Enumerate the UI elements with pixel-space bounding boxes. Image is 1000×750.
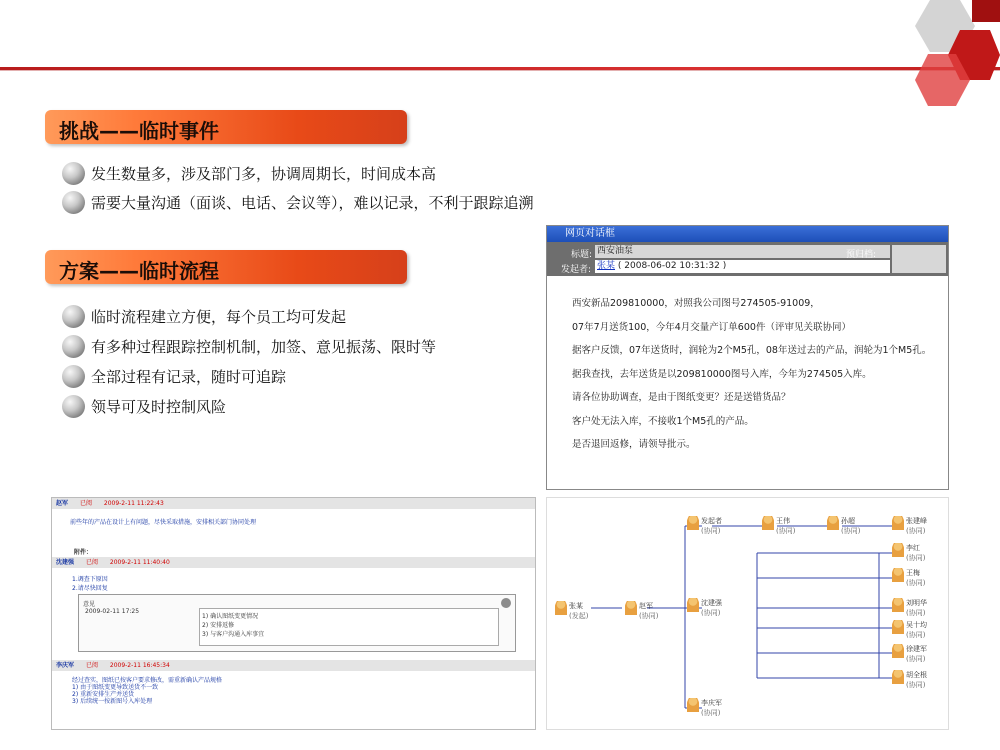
message-line: 07年7月送货100，今年4月交量产订单600件（评审见关联协同） <box>572 321 851 333</box>
message-line: 客户处无法入库，不接收1个M5孔的产品。 <box>572 415 754 427</box>
flow-node-name: 发起者 <box>701 517 722 525</box>
opinion-box <box>78 594 516 652</box>
log-entry-header <box>52 557 535 568</box>
opinion-textarea[interactable]: 1) 确认图纸变更情况 2) 安排返修 3) 与客户沟通入库事宜 <box>199 608 499 646</box>
flow-node-name: 张建峰 <box>906 517 927 525</box>
bullet-ball-icon <box>62 365 85 388</box>
subject-field[interactable]: 西安油泵 <box>595 245 890 258</box>
log-attach: 附件： <box>74 549 93 556</box>
log-status: 已阅 <box>79 500 92 507</box>
solution-bullet-3 <box>62 364 286 388</box>
bullet-ball-icon <box>62 395 85 418</box>
flow-node-role: (协同) <box>906 579 926 587</box>
related-field[interactable] <box>892 245 946 273</box>
log-time: 2009-2-11 11:22:43 <box>103 500 164 507</box>
flow-node-name: 李庆军 <box>701 699 722 707</box>
flow-node[interactable] <box>827 516 860 536</box>
flow-node[interactable] <box>625 601 658 621</box>
bullet-text: 有多种过程跟踪控制机制，加签、意见振荡、限时等 <box>91 337 437 356</box>
sender-label: 发起者: <box>561 265 592 275</box>
flow-node-role: (协同) <box>906 631 926 639</box>
user-icon <box>892 670 904 684</box>
subject-label: 标题: <box>571 250 593 260</box>
dialog-title: 网页对话框 <box>565 228 615 239</box>
user-icon <box>892 598 904 612</box>
flow-node[interactable] <box>762 516 795 536</box>
flow-node[interactable] <box>892 670 927 690</box>
flow-node[interactable] <box>892 568 925 588</box>
flow-node-role: (协同) <box>701 609 721 617</box>
log-status: 已阅 <box>85 559 98 566</box>
flow-node-role: (协同) <box>639 612 659 620</box>
user-icon <box>892 644 904 658</box>
user-icon <box>762 516 774 530</box>
bullet-text: 临时流程建立方便，每个员工均可发起 <box>91 307 347 326</box>
flow-node-role: (协同) <box>701 709 721 717</box>
log-body: 前些年的产品在设计上有问题，尽快采取措施，安排相关部门协同处理 <box>70 519 257 526</box>
challenge-bullet-1 <box>62 161 436 185</box>
user-icon <box>892 543 904 557</box>
flow-node-name: 李红 <box>906 544 920 552</box>
hexagon-decoration <box>860 0 1000 110</box>
flow-node-role: (协同) <box>906 609 926 617</box>
sender-link[interactable]: 张某 <box>597 261 616 271</box>
log-entry-header <box>52 498 535 509</box>
log-body: 经过查实，图纸已按客户要求修改，需重新确认产品规格 1) 由于图纸变更导致送货不一致 2) 重新安排生产并送货 3) 后续统一按新图号入库处理 <box>72 677 223 705</box>
dialog-titlebar <box>547 226 948 242</box>
user-icon <box>687 598 699 612</box>
flow-node-name: 徐建军 <box>906 645 927 653</box>
header-rule-shadow <box>0 70 1000 71</box>
challenge-banner <box>45 110 407 144</box>
flow-node-name: 刘明华 <box>906 599 927 607</box>
bullet-text: 领导可及时控制风险 <box>91 397 227 416</box>
flow-node-name: 张某 <box>569 602 583 610</box>
message-line: 请各位协助调查，是由于图纸变更？还是送错货品？ <box>572 392 791 403</box>
dialog-screenshot <box>546 225 949 490</box>
user-icon <box>625 601 637 615</box>
solution-banner <box>45 250 407 284</box>
message-line: 是否退回返修，请领导批示。 <box>572 439 696 450</box>
flow-node-name: 赵军 <box>639 602 653 610</box>
bullet-text: 发生数量多，涉及部门多，协调周期长，时间成本高 <box>91 164 437 183</box>
challenge-title: 挑战——临时事件 <box>59 119 219 143</box>
flow-node[interactable] <box>687 598 722 618</box>
log-body: 1.调查下原因 2.请尽快回复 <box>72 576 108 592</box>
flow-node[interactable] <box>555 601 588 621</box>
flow-connectors <box>547 498 949 730</box>
dialog-header <box>547 242 948 276</box>
message-line: 西安新品209810000，对照我公司图号274505-91009， <box>572 298 820 309</box>
flow-node[interactable] <box>892 543 925 563</box>
related-label: 关联项目: <box>839 265 879 275</box>
user-icon <box>892 568 904 582</box>
flow-node-name: 沈建强 <box>701 599 722 607</box>
log-user[interactable]: 沈建强 <box>56 559 75 566</box>
flow-node-name: 王伟 <box>776 517 790 525</box>
solution-bullet-2 <box>62 334 436 358</box>
user-icon <box>687 516 699 530</box>
opinion-title: 意见 <box>83 601 96 608</box>
bullet-ball-icon <box>62 162 85 185</box>
bullet-text: 需要大量沟通（面谈、电话、会议等），难以记录，不利于跟踪追溯 <box>91 193 534 212</box>
flow-node-name: 王梅 <box>906 569 920 577</box>
flow-node[interactable] <box>892 620 927 640</box>
flow-node-role: (协同) <box>906 554 926 562</box>
flow-node-role: (协同) <box>906 527 926 535</box>
solution-bullet-4 <box>62 394 226 418</box>
flow-node-name: 孙超 <box>841 517 855 525</box>
attach-icon[interactable] <box>501 598 511 608</box>
log-user[interactable]: 赵军 <box>56 500 69 507</box>
flow-node-role: (协同) <box>906 681 926 689</box>
user-icon <box>892 516 904 530</box>
user-icon <box>555 601 567 615</box>
flow-node[interactable] <box>687 516 722 536</box>
bullet-ball-icon <box>62 191 85 214</box>
flow-node-role: (协同) <box>776 527 796 535</box>
flow-node[interactable] <box>892 598 927 618</box>
log-time: 2009-2-11 16:45:34 <box>109 662 170 669</box>
log-user[interactable]: 李庆军 <box>56 662 75 669</box>
flow-node[interactable] <box>892 644 927 664</box>
user-icon <box>827 516 839 530</box>
message-line: 据客户反馈，07年送货时，润轮为2个M5孔，08年送过去的产品，润轮为1个M5孔。 <box>572 345 932 356</box>
flow-node[interactable] <box>687 698 722 718</box>
flow-node-role: (协同) <box>701 527 721 535</box>
solution-title: 方案——临时流程 <box>59 259 219 283</box>
sender-time: ( 2008-06-02 10:31:32 ) <box>617 261 727 271</box>
flow-diagram-screenshot <box>546 497 949 730</box>
flow-node-name: 胡全根 <box>906 671 927 679</box>
due-label: 预归档: <box>846 250 877 260</box>
flow-node-role: (发起) <box>569 612 589 620</box>
opinion-time: 2009-02-11 17:25 <box>85 608 140 615</box>
bullet-ball-icon <box>62 335 85 358</box>
bullet-ball-icon <box>62 305 85 328</box>
log-time: 2009-2-11 11:40:40 <box>109 559 170 566</box>
flow-node-role: (协同) <box>906 655 926 663</box>
flow-node-name: 吴十均 <box>906 621 927 629</box>
bullet-text: 全部过程有记录，随时可追踪 <box>91 367 287 386</box>
dialog-body <box>547 276 948 457</box>
log-status: 已阅 <box>85 662 98 669</box>
flow-node[interactable] <box>892 516 927 536</box>
flow-node-role: (协同) <box>841 527 861 535</box>
user-icon <box>892 620 904 634</box>
solution-bullet-1 <box>62 304 346 328</box>
comment-log-screenshot <box>51 497 536 730</box>
message-line: 据我查找，去年送货是以209810000图号入库，今年为274505入库。 <box>572 368 872 380</box>
challenge-bullet-2 <box>62 190 534 214</box>
user-icon <box>687 698 699 712</box>
log-entry-header <box>52 660 535 671</box>
